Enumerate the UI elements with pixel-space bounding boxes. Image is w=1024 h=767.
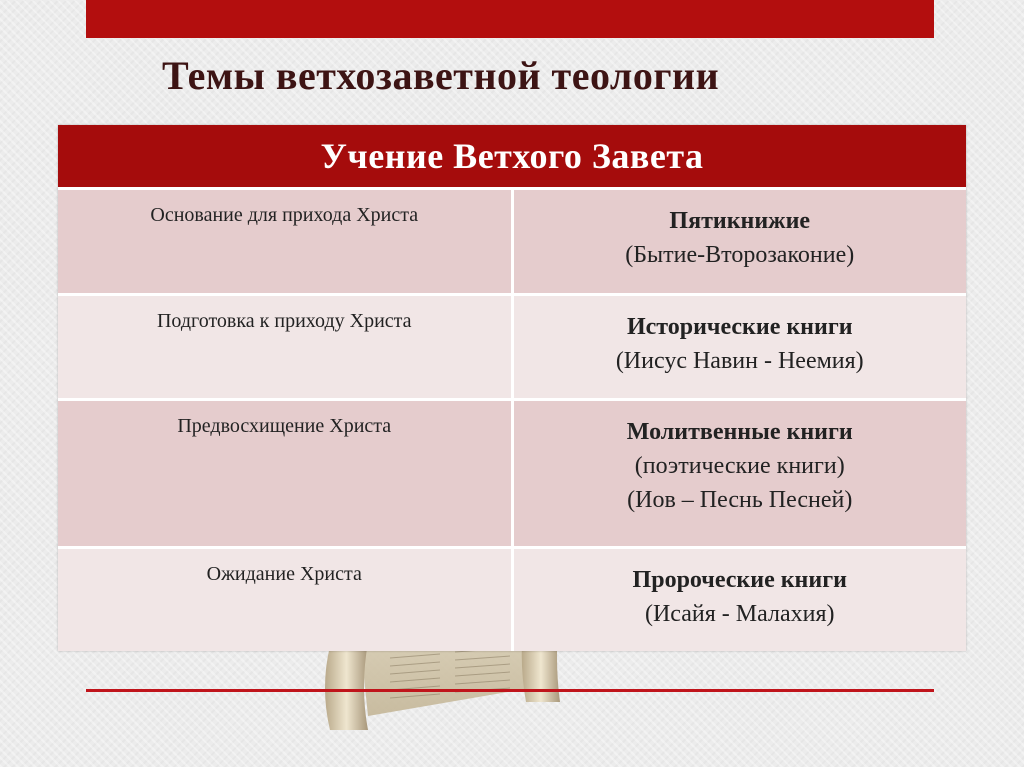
topic-cell: Предвосхищение Христа: [58, 400, 512, 548]
books-cell: [512, 547, 966, 651]
book-group-range: (Бытие-Второзаконие): [625, 242, 855, 268]
bottom-divider: [86, 689, 934, 692]
book-group-name: Молитвенные книги: [626, 419, 853, 446]
books-cell: [512, 294, 966, 400]
books-cell: [512, 400, 966, 548]
book-group-range: (поэтические книги): [634, 453, 845, 480]
book-group-name: Пятикнижие: [669, 208, 811, 234]
table-row: [58, 400, 966, 548]
book-group-range: (Иисус Навин - Неемия): [615, 347, 864, 374]
table-header: Учение Ветхого Завета: [58, 125, 966, 189]
table-row: [58, 547, 966, 651]
topic-cell: Основание для прихода Христа: [58, 189, 512, 295]
topic-cell: Подготовка к приходу Христа: [58, 294, 512, 400]
top-accent-bar: [86, 0, 934, 38]
book-group-sub: (Иов – Песнь Песней): [627, 487, 853, 514]
book-group-name: Исторические книги: [626, 313, 853, 340]
table: [58, 125, 966, 651]
table-row: [58, 294, 966, 400]
book-group-range: (Исайя - Малахия): [644, 600, 835, 627]
topic-cell: Ожидание Христа: [58, 547, 512, 651]
book-group-name: Пророческие книги: [632, 566, 847, 593]
books-cell: [512, 189, 966, 295]
slide-title: Темы ветхозаветной теологии: [162, 53, 720, 98]
table-row: [58, 189, 966, 295]
doctrine-table: [58, 125, 966, 651]
